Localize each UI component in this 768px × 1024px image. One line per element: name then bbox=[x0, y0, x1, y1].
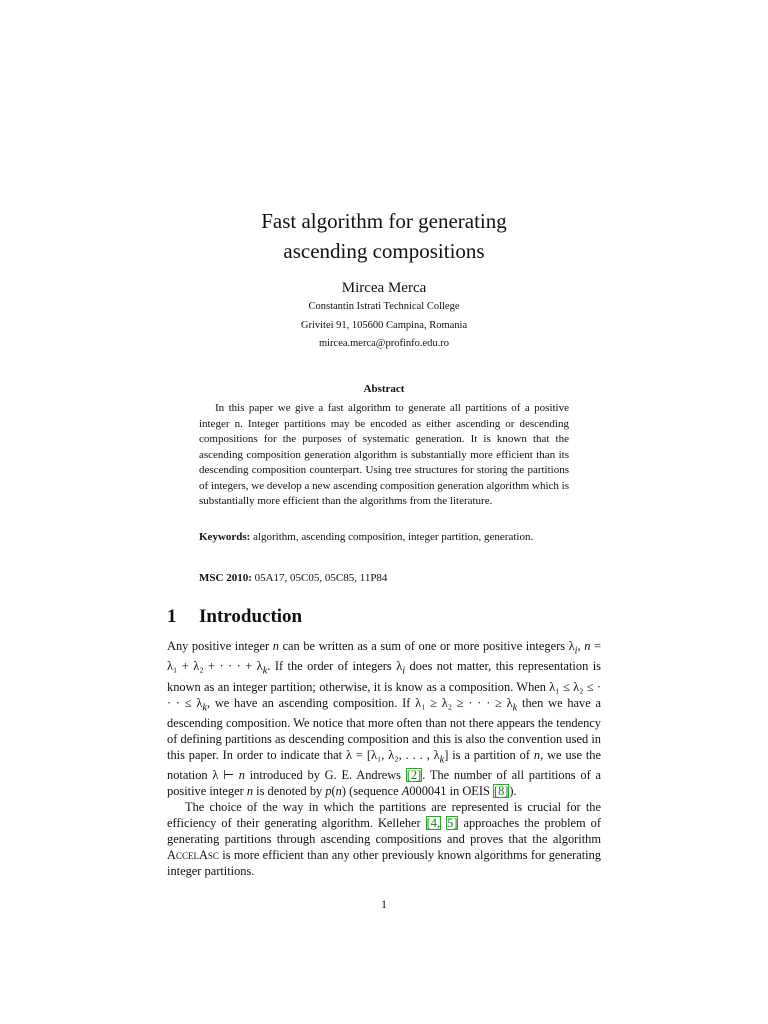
math-subscript: k bbox=[512, 702, 518, 714]
author-affiliation: Constantin Istrati Technical College bbox=[308, 301, 460, 312]
text-run: Any positive integer bbox=[167, 639, 273, 653]
text-run: introduced by G. E. Andrews bbox=[244, 768, 406, 783]
msc-label: MSC 2010: bbox=[199, 572, 252, 584]
text-run: does not matter, this representation is known as an integer partition; otherwise, it is know as a composition. When λ₁ ≤ λ₂ ≤ · · · ≤ λ bbox=[167, 659, 601, 710]
text-run: = λ₁ + λ₂ + · · · + λ bbox=[167, 639, 601, 674]
math-subscript: k bbox=[202, 702, 207, 714]
title-line-1: Fast algorithm for generating bbox=[261, 209, 507, 233]
math-var: n bbox=[584, 639, 591, 653]
algorithm-name: AccelAsc bbox=[167, 847, 219, 862]
math-var: p bbox=[325, 784, 332, 799]
text-run: , we have an ascending composition. If λ₁ ≥ λ₂ ≥ · · · ≥ λ bbox=[206, 695, 513, 710]
math-var: A bbox=[401, 784, 410, 799]
msc-classification bbox=[199, 571, 569, 587]
text-run: , we use the notation λ ⊢ bbox=[167, 747, 601, 783]
author-email: mircea.merca@profinfo.edu.ro bbox=[318, 338, 450, 349]
msc-codes: 05A17, 05C05, 05C85, 11P84 bbox=[254, 572, 388, 584]
paragraph-2 bbox=[167, 800, 601, 880]
math-subscript: k bbox=[262, 665, 268, 677]
text-run: is more efficient than any other previously known algorithms for generating integer partitions. bbox=[167, 847, 601, 878]
text-run: ( bbox=[331, 784, 336, 799]
keywords-label: Keywords: bbox=[199, 531, 251, 543]
math-subscript: i bbox=[574, 645, 578, 657]
text-run: ] is a partition of bbox=[444, 747, 534, 762]
abstract-heading: Abstract bbox=[363, 383, 405, 395]
introduction-body bbox=[167, 639, 601, 880]
keywords bbox=[199, 530, 569, 546]
text-run: ) (sequence bbox=[341, 784, 402, 799]
text-run: The choice of the way in which the partitions are represented is crucial for the efficiency of their generating algorithm. Kelleher bbox=[167, 800, 601, 830]
author-address: Grivitei 91, 105600 Campina, Romania bbox=[300, 320, 468, 331]
section-title: Introduction bbox=[199, 606, 303, 627]
citation-link-8[interactable]: [8] bbox=[493, 784, 509, 799]
math-subscript: k bbox=[439, 754, 445, 766]
page-number: 1 bbox=[381, 897, 387, 911]
abstract-paragraph: In this paper we give a fast algorithm to generate all partitions of a positive integer n. Integer partitions may be encoded as either ascending or descending compositions for the purposes of systematic generation. It is known that the ascending composition generation algorithm is substantially more efficient than its descending composition counterpart. Using tree structures for storing the partitions of integers, we develop a new ascending composition generation algorithm which is substantially more efficient than the algorithms from the literature. bbox=[199, 402, 569, 507]
text-run: ). bbox=[509, 784, 517, 799]
math-var: n bbox=[246, 784, 254, 799]
text-run: 000041 in OEIS bbox=[409, 784, 493, 799]
paragraph-1 bbox=[167, 639, 601, 800]
math-var: n bbox=[533, 747, 541, 762]
math-var: n bbox=[238, 768, 245, 783]
section-heading bbox=[167, 606, 302, 628]
text-run: then we have a descending composition. We notice that more often than not there appears the tendency of defining partitions as descending composition and this is also the convention used in this paper. In order to indicate that λ = [λ₁, λ₂, . . . , λ bbox=[167, 695, 601, 762]
math-var: n bbox=[272, 639, 279, 653]
text-run: . If the order of integers λ bbox=[267, 659, 403, 674]
text-run: approaches the problem of generating partitions through ascending compositions and proves that the algorithm bbox=[167, 815, 602, 846]
text-run: is denoted by bbox=[253, 784, 326, 799]
text-run: . The number of all partitions of a positive integer bbox=[167, 768, 601, 799]
citation-link-2[interactable]: [2] bbox=[406, 768, 422, 783]
citation-link-5[interactable]: 5] bbox=[447, 815, 458, 830]
math-subscript: i bbox=[402, 665, 406, 677]
paper-title bbox=[0, 206, 768, 266]
abstract-text bbox=[199, 401, 569, 510]
section-number: 1 bbox=[167, 606, 177, 627]
text-run: , bbox=[577, 639, 585, 653]
text-run: can be written as a sum of one or more positive integers λ bbox=[278, 639, 575, 653]
math-var: n bbox=[335, 784, 342, 799]
author-name: Mircea Merca bbox=[341, 280, 427, 296]
citation-link-4[interactable]: [4, bbox=[426, 815, 441, 830]
keywords-text: algorithm, ascending composition, integer partition, generation. bbox=[253, 531, 534, 543]
title-line-2: ascending compositions bbox=[283, 239, 485, 263]
